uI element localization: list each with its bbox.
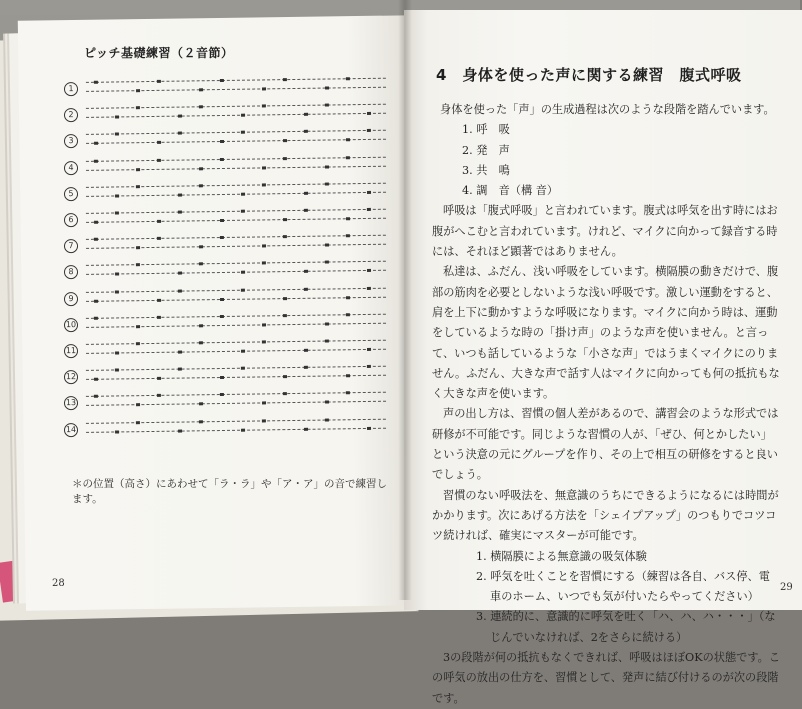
pitch-marker	[367, 365, 371, 368]
pitch-marker	[199, 341, 203, 344]
pitch-marker	[199, 403, 203, 406]
pitch-marker	[262, 183, 266, 186]
exercise-number-circle: 3	[64, 134, 78, 148]
pitch-marker	[94, 159, 98, 162]
pitch-marker	[325, 244, 329, 247]
pitch-marker	[241, 271, 245, 274]
pitch-marker	[283, 297, 287, 300]
pitch-guide-line	[86, 218, 386, 223]
pitch-marker	[241, 192, 245, 195]
pitch-marker	[283, 139, 287, 142]
pitch-marker	[220, 140, 224, 143]
pitch-marker	[199, 324, 203, 327]
pitch-marker	[220, 158, 224, 161]
exercise-number-circle: 9	[64, 292, 78, 306]
pitch-marker	[367, 287, 371, 290]
pitch-guide-line	[86, 375, 386, 380]
pitch-guide-line	[86, 287, 386, 292]
pitch-marker	[283, 375, 287, 378]
pitch-marker	[346, 296, 350, 299]
right-page-body	[432, 100, 780, 709]
pitch-marker	[325, 261, 329, 264]
pitch-guide-line	[86, 104, 386, 109]
pitch-marker	[262, 245, 266, 248]
left-page-number: 28	[52, 578, 65, 589]
exercise-number	[64, 265, 78, 279]
pitch-marker	[304, 427, 308, 430]
exercise-number-circle: 10	[64, 318, 78, 332]
pitch-marker	[262, 402, 266, 405]
pitch-marker	[157, 377, 161, 380]
pitch-guide-line	[86, 401, 386, 406]
pitch-marker	[262, 419, 266, 422]
pitch-guide-line	[86, 270, 386, 275]
pitch-guide-line	[86, 340, 386, 345]
pitch-exercise-row	[52, 309, 392, 336]
pitch-marker	[346, 156, 350, 159]
pitch-marker	[199, 184, 203, 187]
pitch-marker	[199, 245, 203, 248]
pitch-marker	[346, 77, 350, 80]
pitch-marker	[115, 133, 119, 136]
pitch-marker	[304, 130, 308, 133]
pitch-marker	[178, 429, 182, 432]
pitch-marker	[283, 235, 287, 238]
exercise-number-circle: 7	[64, 239, 78, 253]
pitch-marker	[157, 298, 161, 301]
pitch-marker	[367, 269, 371, 272]
pitch-marker	[199, 167, 203, 170]
pitch-marker	[199, 88, 203, 91]
pitch-guide-line	[86, 209, 386, 214]
pitch-marker	[241, 367, 245, 370]
pitch-marker	[325, 401, 329, 404]
pitch-marker	[367, 208, 371, 211]
pitch-marker	[136, 404, 140, 407]
pitch-marker	[283, 314, 287, 317]
pitch-marker	[241, 131, 245, 134]
pitch-marker	[178, 211, 182, 214]
pitch-guide-line	[86, 418, 386, 423]
pitch-guide-line	[86, 261, 386, 266]
pitch-marker	[115, 194, 119, 197]
pitch-marker	[346, 234, 350, 237]
left-page-note: ＊の位置（高さ）にあわせて「ラ・ラ」や「ア・ア」の音で練習します。	[72, 478, 387, 505]
pitch-marker	[241, 350, 245, 353]
exercise-number-circle: 13	[64, 396, 78, 410]
pitch-marker	[367, 112, 371, 115]
pitch-marker	[220, 298, 224, 301]
pitch-marker	[136, 325, 140, 328]
pitch-marker	[283, 157, 287, 160]
exercise-number	[64, 161, 78, 175]
pitch-marker	[94, 299, 98, 302]
pitch-guide-line	[86, 192, 386, 197]
pitch-marker	[178, 289, 182, 292]
pitch-marker	[178, 351, 182, 354]
pitch-marker	[262, 262, 266, 265]
pitch-marker	[304, 209, 308, 212]
body-paragraph: 私達は、ふだん、浅い呼吸をしています。横隔膜の動きだけで、腹部の筋肉を必要としないような浅い呼吸です。激しい運動をすると、肩を上下に動かすような呼吸になります。マイクに向かう時は、運動をしているような時の「掛け声」のような声を使いません。と言って、いつも話しているような「小さな声」ではうまくマイクにのりません。ふだん、大きな声で話す人はマイクに向かっても何の抵抗もなく大きな声を使います。	[432, 265, 780, 401]
pitch-guide-line	[86, 427, 386, 432]
exercise-number-circle: 8	[64, 265, 78, 279]
exercise-number-circle: 5	[64, 187, 78, 201]
pitch-marker	[346, 313, 350, 316]
pitch-marker	[178, 132, 182, 135]
pitch-marker	[325, 340, 329, 343]
exercise-number	[64, 344, 78, 358]
pitch-guide-line	[86, 139, 386, 144]
pitch-exercise-row	[52, 283, 392, 310]
pitch-marker	[136, 89, 140, 92]
pitch-marker	[304, 349, 308, 352]
chapter-title: 4 身体を使った声に関する練習 腹式呼吸	[436, 66, 742, 84]
pitch-marker	[94, 142, 98, 145]
exercise-number	[64, 82, 78, 96]
exercise-number	[64, 134, 78, 148]
pitch-guide-line	[86, 392, 386, 397]
pitch-marker	[115, 273, 119, 276]
pitch-guide-line	[86, 323, 386, 328]
pitch-marker	[136, 246, 140, 249]
pitch-marker	[220, 236, 224, 239]
pitch-marker	[115, 430, 119, 433]
pitch-marker	[136, 264, 140, 267]
pitch-exercise-row	[52, 178, 392, 205]
pitch-exercise-row	[52, 152, 392, 179]
method-item: 3. 連続的に、意識的に呼気を吐く「ハ、ハ、ハ・・・」（なじんでいなければ、2をさらに続ける）	[476, 610, 776, 644]
pitch-marker	[325, 418, 329, 421]
pitch-marker	[262, 340, 266, 343]
pitch-marker	[136, 168, 140, 171]
pitch-marker	[94, 221, 98, 224]
exercise-number	[64, 108, 78, 122]
pitch-marker	[157, 237, 161, 240]
pitch-guide-line	[86, 165, 386, 170]
pitch-marker	[283, 392, 287, 395]
pitch-marker	[346, 392, 350, 395]
method-item: 1. 横隔膜による無意識の吸気体験	[476, 549, 647, 563]
stage-item: 4. 調 音（構 音）	[462, 184, 559, 198]
pitch-marker	[325, 165, 329, 168]
pitch-marker	[136, 342, 140, 345]
pitch-marker	[178, 193, 182, 196]
pitch-marker	[220, 315, 224, 318]
pitch-marker	[367, 348, 371, 351]
right-page-number: 29	[780, 582, 793, 593]
exercise-number-circle: 6	[64, 213, 78, 227]
exercise-number	[64, 187, 78, 201]
exercise-number	[64, 423, 78, 437]
pitch-marker	[178, 368, 182, 371]
body-paragraph: 声の出し方は、習慣の個人差があるので、講習会のような形式では研修が不可能です。同じような習慣の人が、「ぜひ、何とかしたい」という決意の元にグループを作り、その上で相互の研修をすると良いでしょう。	[432, 407, 779, 482]
exercise-number-circle: 2	[64, 108, 78, 122]
pitch-marker	[157, 80, 161, 83]
pitch-guide-line	[86, 366, 386, 371]
stage-item: 3. 共 鳴	[462, 163, 510, 177]
exercise-number-circle: 4	[64, 161, 78, 175]
closing-paragraph: 3の段階が何の抵抗もなくできれば、呼吸はほぼOKの状態です。この呼気の放出の仕方を、習慣として、発声に結び付けるのが次の段階です。	[432, 651, 781, 705]
pitch-guide-line	[86, 130, 386, 135]
pitch-marker	[199, 420, 203, 423]
exercise-number	[64, 318, 78, 332]
pitch-guide-line	[86, 244, 386, 249]
pitch-marker	[346, 139, 350, 142]
pitch-marker	[94, 81, 98, 84]
pitch-marker	[325, 182, 329, 185]
pitch-marker	[325, 104, 329, 107]
exercise-number	[64, 396, 78, 410]
pitch-marker	[157, 316, 161, 319]
pitch-marker	[178, 115, 182, 118]
pitch-marker	[220, 219, 224, 222]
book-gutter	[398, 0, 412, 600]
pitch-marker	[304, 366, 308, 369]
body-paragraph: 呼吸は「腹式呼吸」と言われています。腹式は呼気を出す時にはお腹がへこむと言われています。けれど、マイクに向かって録音する時には、それほど顕著ではありません。	[432, 204, 778, 259]
pitch-marker	[136, 421, 140, 424]
pitch-marker	[157, 394, 161, 397]
exercise-number	[64, 370, 78, 384]
pitch-guide-line	[86, 235, 386, 240]
pitch-marker	[325, 87, 329, 90]
exercise-number-circle: 12	[64, 370, 78, 384]
pitch-marker	[241, 428, 245, 431]
pitch-marker	[199, 263, 203, 266]
pitch-marker	[367, 427, 371, 430]
pitch-marker	[136, 106, 140, 109]
stage-item: 1. 呼 吸	[462, 123, 510, 137]
stage-item: 2. 発 声	[462, 143, 510, 157]
pitch-exercise-row	[52, 414, 392, 441]
pitch-guide-line	[86, 87, 386, 92]
pitch-marker	[115, 351, 119, 354]
exercise-number	[64, 239, 78, 253]
pitch-marker	[304, 270, 308, 273]
pitch-marker	[241, 288, 245, 291]
pitch-marker	[220, 376, 224, 379]
pitch-guide-line	[86, 183, 386, 188]
pitch-marker	[304, 113, 308, 116]
exercise-number-circle: 14	[64, 423, 78, 437]
pitch-guide-line	[86, 349, 386, 354]
exercise-number-circle: 11	[64, 344, 78, 358]
pitch-marker	[157, 158, 161, 161]
pitch-marker	[367, 129, 371, 132]
pitch-marker	[94, 238, 98, 241]
pitch-marker	[346, 374, 350, 377]
pitch-marker	[157, 141, 161, 144]
pitch-marker	[94, 378, 98, 381]
pitch-marker	[157, 220, 161, 223]
pitch-marker	[220, 79, 224, 82]
exercise-number-circle: 1	[64, 82, 78, 96]
pitch-marker	[199, 105, 203, 108]
pitch-marker	[136, 185, 140, 188]
pitch-marker	[94, 395, 98, 398]
pitch-marker	[262, 166, 266, 169]
pitch-marker	[283, 78, 287, 81]
left-page-title: ピッチ基礎練習（２音節）	[84, 46, 234, 60]
pitch-marker	[262, 323, 266, 326]
pitch-marker	[220, 393, 224, 396]
method-item: 2. 呼気を吐くことを習慣にする（練習は各自、バス停、電車のホーム、いつでも気が付いたらやってください）	[476, 569, 770, 604]
pitch-marker	[262, 87, 266, 90]
pitch-marker	[241, 114, 245, 117]
pitch-guide-line	[86, 296, 386, 301]
pitch-marker	[283, 218, 287, 221]
pitch-marker	[304, 287, 308, 290]
pitch-marker	[115, 211, 119, 214]
pitch-marker	[367, 191, 371, 194]
pitch-marker	[115, 369, 119, 372]
intro-text: 身体を使った「声」の生成過程は次のような段階を踏んでいます。	[440, 103, 775, 116]
pitch-guide-line	[86, 314, 386, 319]
pitch-marker	[115, 290, 119, 293]
pitch-marker	[325, 322, 329, 325]
pitch-marker	[346, 217, 350, 220]
pitch-guide-line	[86, 113, 386, 118]
pitch-marker	[94, 317, 98, 320]
exercise-number	[64, 213, 78, 227]
body-paragraph: 習慣のない呼吸法を、無意識のうちにできるようになるには時間がかかります。次にあげる方法を「シェイプアップ」のつもりでコツコツ続ければ、確実にマスターが可能です。	[432, 488, 779, 543]
exercise-number	[64, 292, 78, 306]
pitch-marker	[115, 116, 119, 119]
pitch-marker	[262, 105, 266, 108]
pitch-marker	[178, 272, 182, 275]
pitch-marker	[304, 192, 308, 195]
pitch-guide-line	[86, 78, 386, 83]
pitch-marker	[241, 210, 245, 213]
pitch-guide-line	[86, 156, 386, 161]
